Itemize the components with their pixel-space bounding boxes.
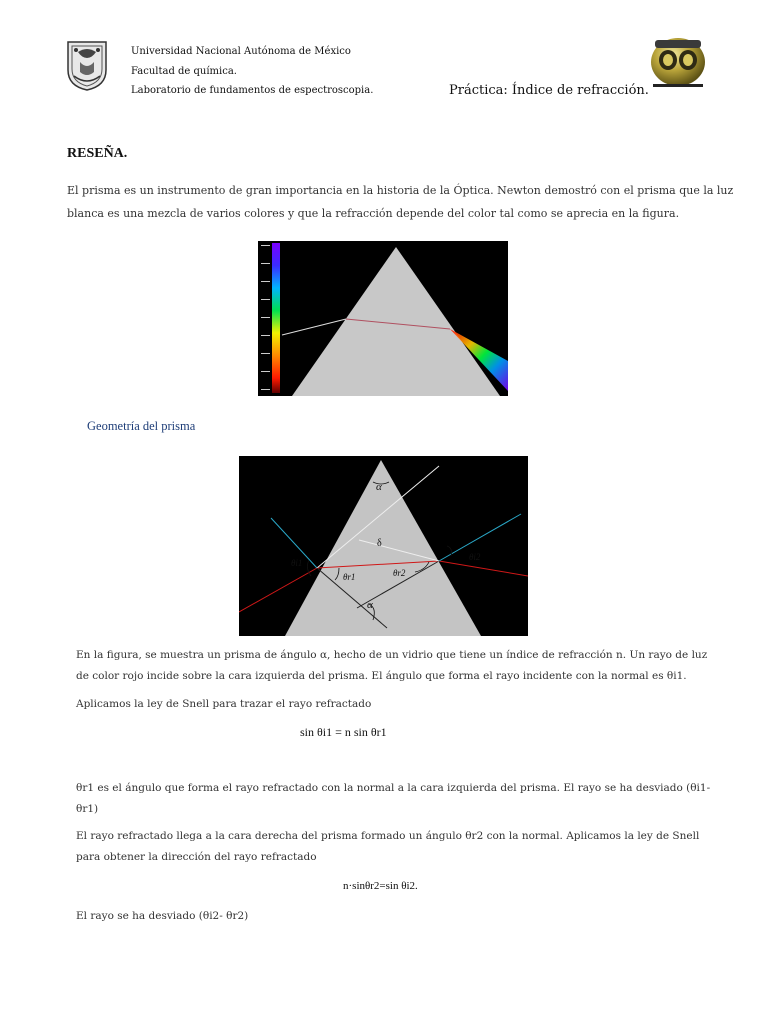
paragraph4-line1: El rayo refractado llega a la cara derecha del prisma formado un ángulo θr2 con la normal. Aplicamos la ley de Snell <box>76 830 700 842</box>
unam-seal-logo <box>64 40 110 92</box>
prism-dispersion-figure <box>258 241 508 396</box>
label-theta-r1: θr1 <box>343 572 356 582</box>
geometry-subheading: Geometría del prisma <box>87 419 196 433</box>
practice-title: Práctica: Índice de refracción. <box>449 83 649 98</box>
spectrum-scale-bar <box>272 243 280 393</box>
intro-paragraph-line1: El prisma es un instrumento de gran importancia en la historia de la Óptica. Newton demostró con el prisma que la luz <box>67 184 734 197</box>
label-alpha-top: α <box>376 481 382 493</box>
header-university: Universidad Nacional Autónoma de México <box>131 46 351 57</box>
equation-snell-2: n·sinθr2=sin θi2. <box>343 880 418 892</box>
header-faculty: Facultad de química. <box>131 66 237 77</box>
label-theta-i1: θi1 <box>291 558 303 568</box>
geometry-prism-shape <box>285 460 481 636</box>
label-delta: δ <box>377 538 382 549</box>
paragraph3-line2: θr1) <box>76 803 99 815</box>
paragraph5: El rayo se ha desviado (θi2- θr2) <box>76 910 249 922</box>
equation-snell-1: sin θi1 = n sin θr1 <box>300 725 387 739</box>
prism-geometry-figure <box>239 456 528 636</box>
paragraph1-line1: En la figura, se muestra un prisma de ángulo α, hecho de un vidrio que tiene un índice de refracción n. Un rayo de luz <box>76 649 708 661</box>
label-alpha-bottom: α <box>367 599 373 611</box>
faculty-chemistry-logo <box>647 30 709 90</box>
label-theta-i2: θi2 <box>469 552 481 562</box>
intro-paragraph-line2: blanca es una mezcla de varios colores y que la refracción depende del color tal como se aprecia en la figura. <box>67 207 680 220</box>
header-lab: Laboratorio de fundamentos de espectroscopia. <box>131 85 374 96</box>
paragraph4-line2: para obtener la dirección del rayo refractado <box>76 851 317 863</box>
paragraph1-line2: de color rojo incide sobre la cara izquierda del prisma. El ángulo que forma el rayo incidente con la normal es θi1. <box>76 670 687 682</box>
paragraph2: Aplicamos la ley de Snell para trazar el rayo refractado <box>76 698 372 710</box>
paragraph3-line1: θr1 es el ángulo que forma el rayo refractado con la normal a la cara izquierda del prisma. El rayo se ha desviado (θi1- <box>76 782 711 794</box>
label-theta-r2: θr2 <box>393 568 406 578</box>
section-heading: RESEÑA. <box>67 146 128 161</box>
prism-shape <box>292 247 500 396</box>
